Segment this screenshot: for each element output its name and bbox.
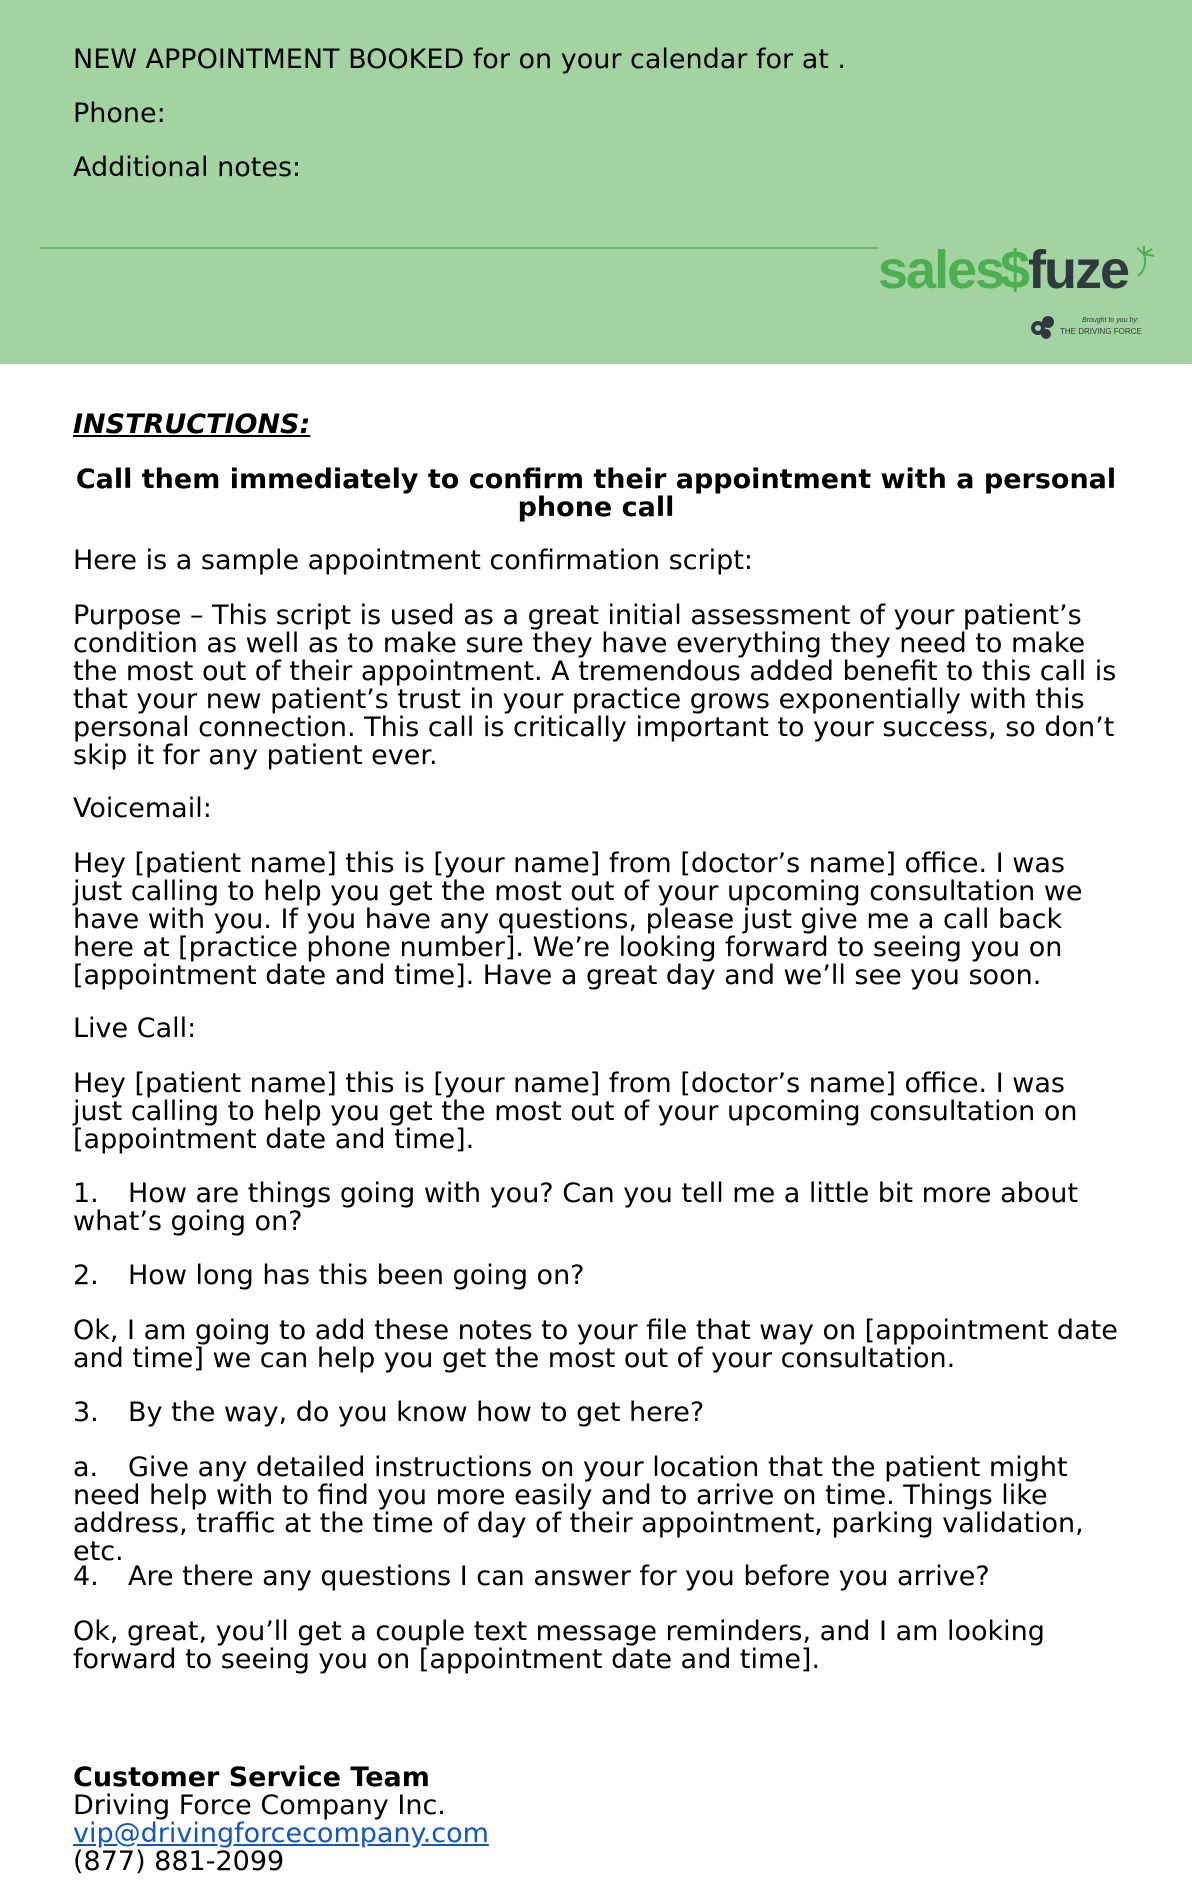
voicemail-label: Voicemail:: [73, 793, 212, 824]
spark-icon: [1137, 246, 1154, 276]
notes-label: Additional notes:: [73, 152, 302, 183]
signature-email-link[interactable]: vip@drivingforcecompany.com: [73, 1818, 489, 1849]
header-divider: [40, 247, 878, 249]
question-1-text: How are things going with you? Can you tell me a little bit more about what’s going on?: [73, 1178, 1079, 1237]
logo-word-sales: sales: [878, 246, 1004, 300]
salesfuze-logo: [876, 246, 1176, 346]
signature-block: [73, 1764, 1119, 1876]
voicemail-script: Hey [patient name] this is [your name] from [doctor’s name] office. I was just calling to help you get the most out of your upcoming consultation we have with you. If you have any questions, please just give me a call back here at [practice phone number]. We’re looking forward to seeing you on [appointment date and time]. Have a great day and we’ll see you soon.: [73, 848, 1083, 991]
logo-dollar: $: [1000, 246, 1031, 300]
booked-line: NEW APPOINTMENT BOOKED for on your calendar for at .: [73, 44, 846, 75]
question-1-number: 1.: [73, 1178, 99, 1209]
appointment-header: [0, 0, 1192, 364]
question-2-number: 2.: [73, 1260, 99, 1291]
question-3a-text: Give any detailed instructions on your location that the patient might need help with to find you more easily and to arrive on time. Things like address, traffic at the time of day of their appointment, parking validation, etc.: [73, 1452, 1084, 1567]
question-1: [73, 1180, 1119, 1236]
closing-line: Ok, great, you’ll get a couple text message reminders, and I am looking forward to seeing you on [appointment date and time].: [73, 1616, 1045, 1675]
logo-tagline: Brought to you by:: [1082, 317, 1139, 324]
question-3a: [73, 1454, 1119, 1566]
question-4: [73, 1563, 1119, 1591]
question-4-number: 4.: [73, 1561, 99, 1592]
phone-label: Phone:: [73, 98, 166, 129]
signature-company: Driving Force Company Inc.: [73, 1790, 446, 1821]
driving-force-emblem-icon: [1031, 316, 1054, 339]
live-call-label: Live Call:: [73, 1013, 197, 1044]
notes-line: Ok, I am going to add these notes to your file that way on [appointment date and time] we can help you get the most out of your consultation.: [73, 1315, 1118, 1374]
purpose-paragraph: Purpose – This script is used as a great initial assessment of your patient’s condition as well as to make sure they have everything they need to make the most out of their appointment. A tremendous added benefit to this call is that your new patient’s trust in your practice grows exponentially with this personal connection. This call is critically important to your success, so don’t skip it for any patient ever.: [73, 600, 1117, 771]
instructions-heading: INSTRUCTIONS:: [73, 409, 311, 440]
question-3a-letter: a.: [73, 1452, 99, 1483]
question-3-number: 3.: [73, 1397, 99, 1428]
signature-phone: (877) 881-2099: [73, 1846, 285, 1877]
signature-team: Customer Service Team: [73, 1762, 430, 1793]
question-2: [73, 1262, 1119, 1290]
question-4-text: Are there any questions I can answer for you before you arrive?: [128, 1561, 990, 1592]
question-3-text: By the way, do you know how to get here?: [128, 1397, 705, 1428]
call-heading: Call them immediately to confirm their appointment with a personal phone call: [75, 464, 1117, 523]
question-2-text: How long has this been going on?: [128, 1260, 585, 1291]
sample-intro: Here is a sample appointment confirmation script:: [73, 545, 753, 576]
logo-company: THE DRIVING FORCE: [1060, 327, 1142, 336]
question-3: [73, 1399, 1119, 1427]
logo-word-fuze: fuze: [1028, 246, 1128, 300]
live-call-script: Hey [patient name] this is [your name] from [doctor’s name] office. I was just calling to help you get the most out of your upcoming consultation on [appointment date and time].: [73, 1068, 1078, 1155]
